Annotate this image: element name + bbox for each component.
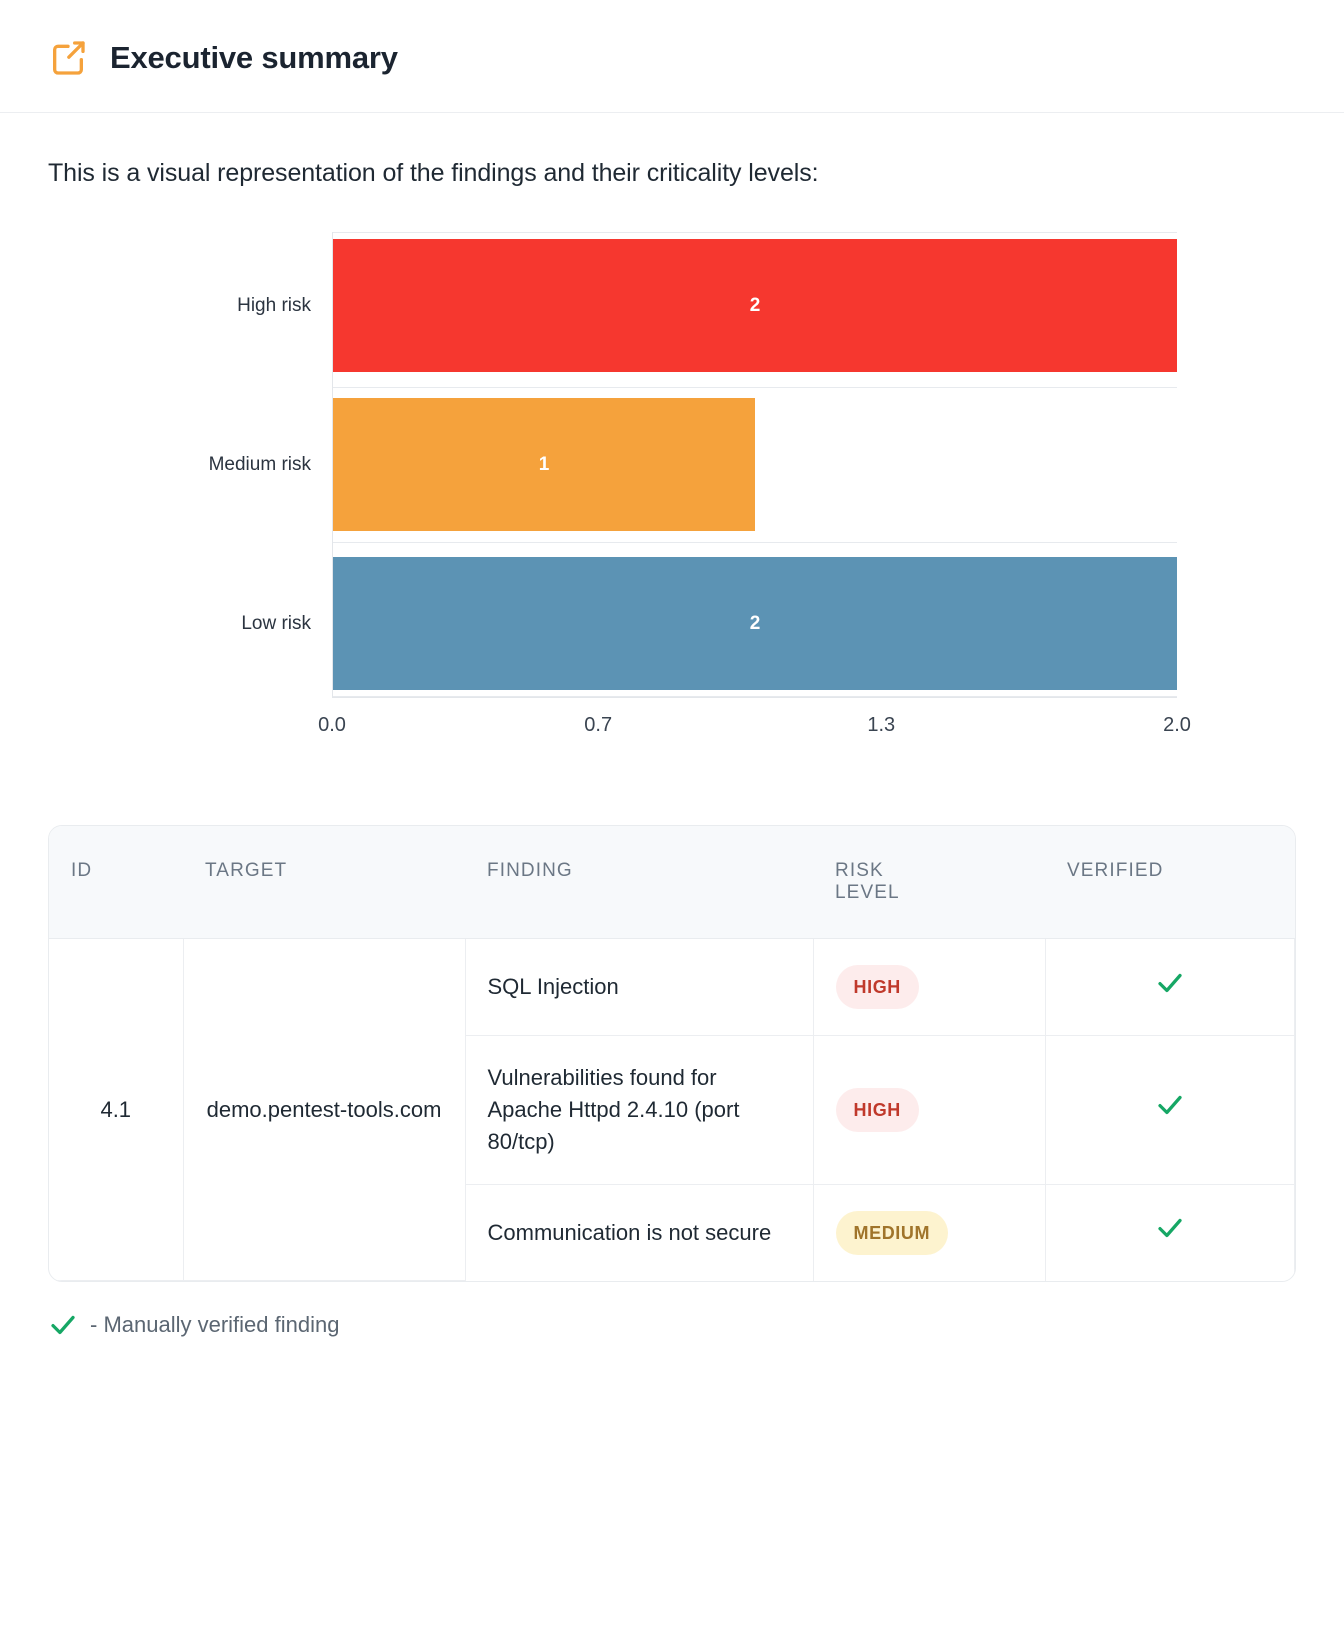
chart-x-axis xyxy=(318,697,1191,741)
footnote-label: - Manually verified finding xyxy=(90,1312,340,1338)
chart-bar-high-risk xyxy=(333,239,1177,372)
check-icon xyxy=(1155,1213,1185,1243)
chart-bar-value: 2 xyxy=(749,612,761,634)
chart-category-label: Low risk xyxy=(241,612,311,634)
chart-plot-area xyxy=(208,232,1177,697)
cell-id: 4.1 xyxy=(49,939,183,1281)
column-header-id: ID xyxy=(49,826,183,939)
column-header-risk-level xyxy=(813,826,1045,939)
status-badge: HIGH xyxy=(836,965,919,1009)
cell-finding: Vulnerabilities found for Apache Httpd 2.4.10 (port 80/tcp) xyxy=(465,1036,813,1185)
table-footnote xyxy=(0,1282,1344,1384)
table-header-row xyxy=(49,826,1295,939)
risk-chart xyxy=(0,232,1344,741)
cell-verified xyxy=(1045,1184,1295,1281)
column-header-verified: VERIFIED xyxy=(1045,826,1295,939)
chart-row-medium-risk xyxy=(208,398,1177,531)
intro-text: This is a visual representation of the findings and their criticality levels: xyxy=(48,159,819,187)
chart-category-label: High risk xyxy=(237,294,311,316)
table-row xyxy=(49,939,1295,1036)
chart-xtick-label: 2.0 xyxy=(1163,714,1191,736)
chart-row-low-risk xyxy=(241,557,1177,690)
chart-xtick-label: 0.7 xyxy=(584,714,613,736)
check-icon xyxy=(1155,968,1185,998)
chart-xtick-label: 0.0 xyxy=(318,714,346,736)
check-icon xyxy=(1155,1090,1185,1120)
edit-square-icon xyxy=(48,38,88,78)
cell-verified xyxy=(1045,939,1295,1036)
cell-target: demo.pentest-tools.com xyxy=(183,939,465,1281)
column-header-risk-level-line1: RISK xyxy=(835,860,884,881)
page-header xyxy=(0,0,1344,113)
chart-category-label: Medium risk xyxy=(208,453,311,475)
chart-bar-low-risk xyxy=(333,557,1177,690)
page-title: Executive summary xyxy=(110,40,398,75)
column-header-target: TARGET xyxy=(183,826,465,939)
findings-table xyxy=(49,826,1295,1281)
column-header-risk-level-line2: LEVEL xyxy=(835,882,900,903)
cell-risk-level xyxy=(813,939,1045,1036)
cell-finding: Communication is not secure xyxy=(465,1184,813,1281)
chart-bar-value: 1 xyxy=(538,453,550,475)
status-badge: HIGH xyxy=(836,1088,919,1132)
status-badge: MEDIUM xyxy=(836,1211,949,1255)
chart-row-high-risk xyxy=(237,239,1177,372)
check-icon xyxy=(48,1310,78,1340)
chart-bar-medium-risk xyxy=(333,398,755,531)
chart-xtick-label: 1.3 xyxy=(867,714,896,736)
column-header-finding: FINDING xyxy=(465,826,813,939)
cell-risk-level xyxy=(813,1036,1045,1185)
cell-verified xyxy=(1045,1036,1295,1185)
chart-bar-value: 2 xyxy=(749,294,761,316)
findings-table-card xyxy=(48,825,1296,1282)
cell-risk-level xyxy=(813,1184,1045,1281)
cell-finding: SQL Injection xyxy=(465,939,813,1036)
